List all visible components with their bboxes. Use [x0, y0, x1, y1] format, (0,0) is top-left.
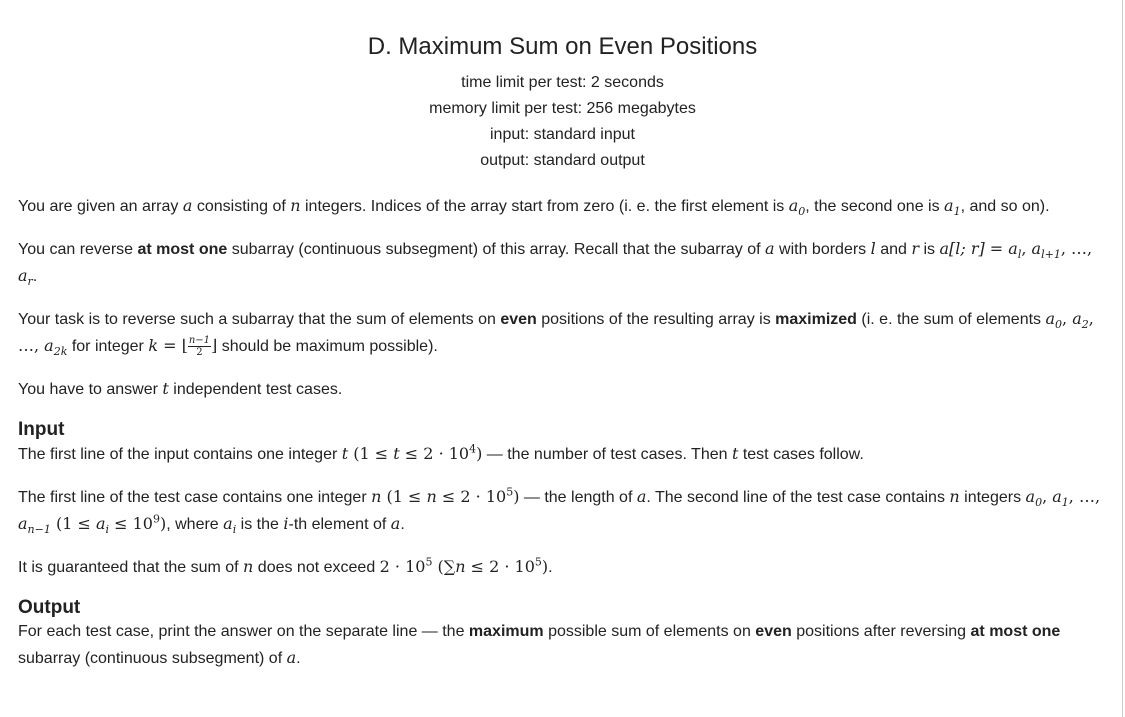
- math-text: ): [541, 557, 549, 576]
- math-expression: [44, 336, 68, 359]
- math-expression: [348, 444, 393, 463]
- math-symbol: a: [1025, 487, 1036, 506]
- text-run: and: [875, 241, 912, 258]
- math-expression: [637, 487, 647, 506]
- text-run: Your task is to reverse such a subarray that the sum of elements on: [18, 311, 501, 328]
- math-superscript: 4: [469, 442, 477, 456]
- math-superscript: 5: [506, 485, 514, 499]
- text-run: independent test cases.: [168, 381, 343, 398]
- text-run: .: [296, 650, 301, 667]
- text-run: , the second one is: [805, 198, 945, 215]
- math-subscript: 2k: [53, 345, 68, 359]
- math-superscript: 5: [534, 555, 542, 569]
- math-symbol: n: [243, 557, 254, 576]
- math-subscript: i: [105, 523, 110, 537]
- text-run: .: [400, 516, 405, 533]
- math-expression: [400, 444, 476, 463]
- math-text: ,: [1062, 309, 1073, 328]
- math-expression: [148, 336, 158, 355]
- time-limit: time limit per test: 2 seconds: [461, 74, 664, 91]
- math-text: ,: [1021, 239, 1032, 258]
- math-symbol: t: [393, 444, 400, 463]
- text-run: positions after reversing: [791, 623, 971, 640]
- math-expression: [765, 239, 775, 258]
- math-subscript: i: [232, 523, 237, 537]
- math-expression: [381, 487, 426, 506]
- text-run: should be maximum possible).: [217, 338, 438, 355]
- output-spec: output: standard output: [480, 152, 645, 169]
- paragraph: [18, 236, 1103, 290]
- math-text: ≤ 2 · 10: [399, 444, 470, 463]
- math-text: ⌋: [211, 336, 218, 355]
- math-subscript: 0: [1055, 318, 1063, 332]
- text-run: .: [548, 559, 553, 576]
- input-spec: input: standard input: [490, 126, 635, 143]
- math-symbol: n: [455, 557, 466, 576]
- bold-text: maximized: [775, 311, 857, 328]
- paragraph: [18, 619, 1103, 672]
- math-expression: [1031, 239, 1061, 262]
- math-symbol: a: [944, 196, 954, 215]
- math-subscript: n−1: [27, 523, 51, 537]
- math-expression: [109, 514, 160, 533]
- math-expression: [437, 487, 513, 506]
- text-run: For each test case, print the answer on the separate line — the: [18, 623, 469, 640]
- fraction-denominator: 2: [196, 347, 203, 359]
- math-symbol: t: [162, 379, 169, 398]
- math-symbol: l: [870, 239, 876, 258]
- math-expression: [290, 196, 300, 215]
- math-expression: [158, 336, 188, 355]
- math-symbol: t: [731, 444, 739, 463]
- section-heading-output: Output: [18, 597, 81, 618]
- math-subscript: 1: [1061, 496, 1069, 510]
- problem-header: [0, 0, 1125, 174]
- memory-limit: memory limit per test: 256 megabytes: [429, 100, 696, 117]
- math-subscript: 2: [1081, 318, 1089, 332]
- paragraph: [18, 306, 1103, 360]
- bold-text: at most one: [137, 241, 228, 258]
- math-expression: [51, 514, 96, 533]
- text-run: subarray (continuous subsegment) of: [18, 650, 287, 667]
- math-symbol: n: [290, 196, 301, 215]
- math-symbol: a: [18, 514, 28, 533]
- math-expression: [427, 487, 437, 506]
- math-superscript: 9: [152, 512, 160, 526]
- math-symbol: a: [788, 196, 799, 215]
- math-text: = ⌊: [158, 336, 188, 355]
- text-run: .: [32, 268, 38, 285]
- math-text: (1 ≤: [381, 487, 427, 506]
- math-text: ): [513, 487, 520, 506]
- math-expression: [455, 557, 465, 576]
- math-superscript: 5: [425, 555, 433, 569]
- text-run: (i. e. the sum of elements: [856, 311, 1046, 328]
- text-run: subarray (continuous subsegment) of this array. Recall that the subarray of: [227, 241, 766, 258]
- math-subscript: l+1: [1041, 248, 1061, 262]
- text-run: You are given an array: [18, 198, 183, 215]
- math-expression: [1008, 239, 1022, 262]
- bold-text: at most one: [970, 623, 1061, 640]
- math-expression: [223, 514, 237, 537]
- math-text: , …,: [1060, 239, 1093, 258]
- math-expression: [1072, 309, 1089, 332]
- text-run: positions of the resulting array is: [536, 311, 776, 328]
- math-text: =: [984, 239, 1009, 258]
- math-subscript: 1: [953, 205, 961, 219]
- text-run: It is guaranteed that the sum of: [18, 559, 244, 576]
- section-heading-input: Input: [18, 419, 65, 440]
- paragraph: [18, 193, 1103, 220]
- math-fraction: [188, 335, 211, 358]
- math-symbol: k: [148, 336, 159, 355]
- math-symbol: a: [1008, 239, 1018, 258]
- paragraph: [18, 484, 1103, 538]
- math-text: ≤ 2 · 10: [436, 487, 507, 506]
- text-run: is: [919, 241, 940, 258]
- math-expression: [944, 196, 961, 219]
- math-expression: [95, 514, 110, 537]
- math-text: , …,: [18, 309, 1094, 355]
- math-symbol: a: [223, 514, 233, 533]
- math-expression: [788, 196, 806, 219]
- text-run: possible sum of elements on: [543, 623, 756, 640]
- text-run: . The second line of the test case contains: [646, 489, 950, 506]
- problem-statement: [18, 193, 1103, 688]
- math-expression: [1061, 239, 1092, 258]
- math-symbol: a: [1045, 309, 1056, 328]
- math-text: ,: [1042, 487, 1053, 506]
- math-symbol: a: [286, 648, 297, 667]
- math-text: , …,: [1068, 487, 1101, 506]
- math-expression: [911, 239, 919, 258]
- math-symbol: i: [283, 514, 289, 533]
- math-symbol: a: [1052, 487, 1062, 506]
- math-expression: [18, 514, 51, 537]
- math-expression: [466, 557, 542, 576]
- text-run: consisting of: [192, 198, 291, 215]
- math-subscript: l: [1017, 248, 1022, 262]
- math-expression: [985, 239, 1009, 258]
- text-run: You have to answer: [18, 381, 163, 398]
- math-subscript: r: [27, 275, 33, 289]
- text-run: The first line of the test case contains one integer: [18, 489, 372, 506]
- math-text: ≤ 2 · 10: [465, 557, 535, 576]
- paragraph: [18, 554, 1103, 581]
- paragraph: [18, 441, 1103, 468]
- math-symbol: n: [371, 487, 382, 506]
- math-text: ): [476, 444, 483, 463]
- text-run: — the length of: [519, 489, 637, 506]
- math-text: (1 ≤: [348, 444, 394, 463]
- math-text: 2 · 10: [379, 557, 426, 576]
- text-run: The first line of the input contains one integer: [18, 446, 342, 463]
- text-run: You can reverse: [18, 241, 138, 258]
- math-text: ): [159, 514, 167, 533]
- text-run: , and so on).: [960, 198, 1050, 215]
- math-expression: [432, 557, 455, 576]
- math-symbol: r: [911, 239, 919, 258]
- paragraph: [18, 376, 1103, 403]
- scrollbar-edge: [1122, 0, 1123, 717]
- bold-text: even: [500, 311, 537, 328]
- text-run: -th element of: [288, 516, 391, 533]
- fraction-numerator: n−1: [188, 335, 211, 347]
- math-symbol: n: [426, 487, 437, 506]
- math-expression: [1062, 309, 1072, 328]
- math-subscript: 0: [798, 205, 806, 219]
- text-run: — the number of test cases. Then: [482, 446, 732, 463]
- text-run: is the: [236, 516, 284, 533]
- math-expression: [1042, 487, 1052, 506]
- math-symbol: t: [341, 444, 349, 463]
- math-text: ≤ 10: [109, 514, 153, 533]
- math-expression: [183, 196, 193, 215]
- math-expression: [1052, 487, 1069, 510]
- text-run: does not exceed: [253, 559, 380, 576]
- text-run: test cases follow.: [738, 446, 864, 463]
- math-expression: [1021, 239, 1031, 258]
- math-symbol: n: [949, 487, 960, 506]
- math-expression: [949, 487, 959, 506]
- text-run: , where: [166, 516, 224, 533]
- math-symbol: a: [18, 266, 28, 285]
- text-run: with borders: [774, 241, 871, 258]
- math-expression: [939, 239, 984, 258]
- math-expression: [1045, 309, 1063, 332]
- math-symbol: a: [636, 487, 647, 506]
- math-symbol: a: [390, 514, 401, 533]
- math-expression: [287, 648, 297, 667]
- math-expression: [391, 514, 401, 533]
- math-symbol: a: [95, 514, 106, 533]
- math-symbol: a: [1031, 239, 1042, 258]
- math-expression: [371, 487, 381, 506]
- math-expression: [1069, 487, 1100, 506]
- text-run: integers: [959, 489, 1026, 506]
- math-symbol: a[l; r]: [939, 239, 985, 258]
- math-symbol: a: [1072, 309, 1082, 328]
- text-run: for integer: [67, 338, 149, 355]
- math-expression: [243, 557, 253, 576]
- math-symbol: a: [182, 196, 193, 215]
- math-text: (1 ≤: [50, 514, 96, 533]
- math-expression: [1025, 487, 1043, 510]
- math-expression: [18, 266, 33, 289]
- math-text: (∑: [432, 557, 456, 576]
- math-expression: [380, 557, 433, 576]
- math-subscript: 0: [1035, 496, 1043, 510]
- math-symbol: a: [765, 239, 775, 258]
- bold-text: maximum: [468, 623, 544, 640]
- problem-title: D. Maximum Sum on Even Positions: [367, 33, 758, 60]
- math-symbol: a: [44, 336, 54, 355]
- text-run: integers. Indices of the array start from zero (i. e. the first element is: [300, 198, 789, 215]
- bold-text: even: [755, 623, 792, 640]
